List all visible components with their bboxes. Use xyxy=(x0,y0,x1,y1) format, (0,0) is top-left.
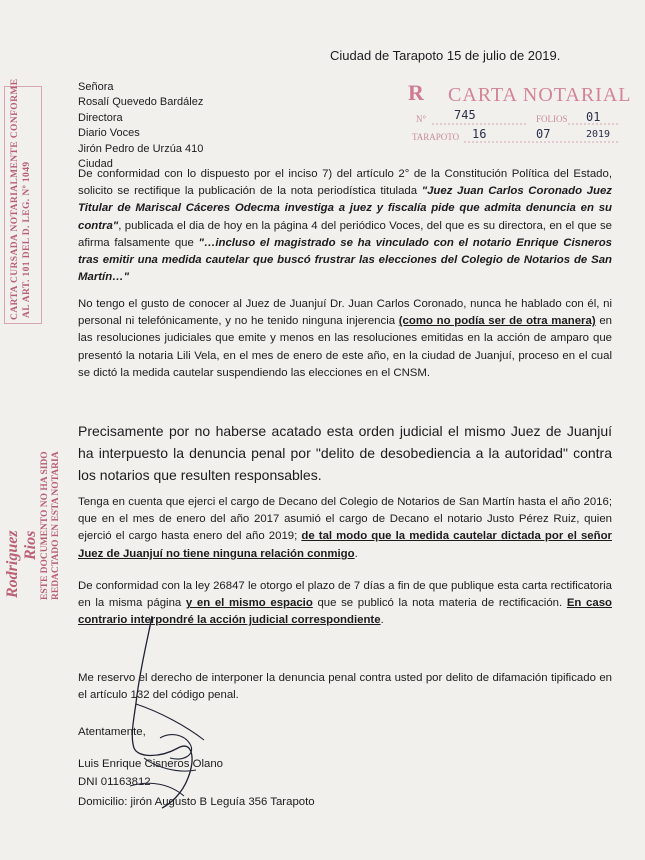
disclaimer-stamp: ESTE DOCUMENTO NO HA SIDO xyxy=(40,451,50,600)
underlined-text: (como no podía ser de otra manera) xyxy=(398,315,596,328)
quoted-claim: "…incluso el magistrado se ha vinculado con el notario Enrique Cisneros tras emitir una medida cautelar que buscó frustrar las elecciones del Colegio de Notarios de San Martín…" xyxy=(78,236,612,284)
address-line: Diario Voces xyxy=(78,127,140,140)
notary-name-stamp: Rios xyxy=(22,530,39,560)
notary-logo-icon: R xyxy=(408,80,424,105)
stamp-date-month: 07 xyxy=(536,127,551,141)
address-line: Rosalí Quevedo Bardález xyxy=(78,96,204,109)
address-line: Jirón Pedro de Urzúa 410 xyxy=(78,142,204,155)
stamp-title: CARTA NOTARIAL xyxy=(448,84,632,106)
stamp-folio-value: 01 xyxy=(586,110,601,124)
address-line: Ciudad xyxy=(78,158,113,171)
underlined-text: de tal modo que la medida cautelar dictada por el señor Juez de Juanjuí no tiene ninguna relación conmigo xyxy=(78,530,612,560)
paragraph-5: De conformidad con la ley 26847 le otorgo el plazo de 7 días a fin de que publique esta carta rectificatoria en la misma página y en el mismo espacio que se publicó la nota materia de rectificación. En caso contrario interpondré la acción judicial correspondiente. xyxy=(78,580,613,627)
article-title: "Juez Juan Carlos Coronado Juez Titular de Mariscal Cáceres Odecma investiga a juez y fiscalía pide que admita denuncia en su contra" xyxy=(78,185,612,232)
paragraph-1: De conformidad con lo dispuesto por el inciso 7) del artículo 2° de la Constitución Política del Estado, solicito se rectifique la publicación de la nota periodística titulada "Juez Juan Carlos Coronado Juez Titular de Mariscal Cáceres Odecma investiga a juez y fiscalía pide que admita denuncia en su contra", publicada el dia de hoy en la página 4 del periódico Voces, del que es su directora, en el que se afirma falsamente que "…incluso el magistrado se ha vinculado con el notario Enrique Cisneros tras emitir una medida cautelar que buscó frustrar las elecciones del Colegio de Notarios de San Martín…" xyxy=(78,168,612,284)
paragraph-6: Me reservo el derecho de interponer la denuncia penal contra usted por delito de difamación tipificado en el artículo 132 del código penal. xyxy=(78,672,612,702)
notarial-stamp xyxy=(408,80,636,160)
stamp-reg-value: 745 xyxy=(454,108,476,122)
stamp-date-year: 2019 xyxy=(586,129,611,140)
stamp-date-label: TARAPOTO xyxy=(412,132,460,142)
stamp-folio-label: FOLIOS xyxy=(536,114,568,124)
address-line: Señora xyxy=(78,81,114,93)
paragraph-4: Tenga en cuenta que ejerci el cargo de Decano del Colegio de Notarios de San Martín hasta el año 2016; que en el mes de enero del año 2017 asumió el cargo de Decano el notario Justo Pérez Ruiz, quien ejerció el cargo hasta enero del año 2019; de tal modo que la medida cautelar dictada por el señor Juez de Juanjuí no tiene ninguna relación conmigo. xyxy=(78,496,612,560)
closing-salutation: Atentamente, xyxy=(78,726,146,738)
certification-stamp-text: AL ART. 101 DEL D. LEG. Nº 1049 xyxy=(22,161,32,318)
disclaimer-stamp: REDACTADO EN ESTA NOTARIA xyxy=(51,451,61,600)
paragraph-2: No tengo el gusto de conocer al Juez de Juanjuí Dr. Juan Carlos Coronado, nunca he hablado con él, ni personal ni telefónicamente, y no he tenido ninguna injerencia (como no podía ser de otra manera) en las resoluciones judiciales que emite y menos en las resoluciones emitidas en la acción de amparo que presentó la notaria Lili Vela, en el mes de enero de este año, en la ciudad de Juanjuí, proceso en el cual se dictó la medida cautelar suspendiendo las elecciones en el CNSM. xyxy=(78,298,612,379)
signer-name: Luis Enrique Cisneros Olano xyxy=(78,758,223,770)
certification-stamp-text: CARTA CURSADA NOTARIALMENTE CONFORME xyxy=(10,78,20,320)
paragraph-3: Precisamente por no haberse acatado esta orden judicial el mismo Juez de Juanjuí ha interpuesto la denuncia penal por "delito de desobediencia a la autoridad" contra los notarios que resulten responsables. xyxy=(78,423,612,483)
recipient-address xyxy=(78,80,203,172)
underlined-text: y en el mismo espacio xyxy=(185,597,313,610)
notary-name-stamp: Rodriguez xyxy=(4,530,21,598)
stamp-date-day: 16 xyxy=(472,127,487,141)
signer-dni: DNI 01163812 xyxy=(78,776,151,788)
underlined-text: En caso contrario interpondré la acción judicial correspondiente xyxy=(78,597,613,627)
stamp-reg-label: N° xyxy=(416,114,427,124)
signer-address: Domicilio: jirón Augusto B Leguía 356 Tarapoto xyxy=(78,796,315,808)
letter-date: Ciudad de Tarapoto 15 de julio de 2019. xyxy=(330,48,561,63)
address-line: Directora xyxy=(78,111,123,124)
